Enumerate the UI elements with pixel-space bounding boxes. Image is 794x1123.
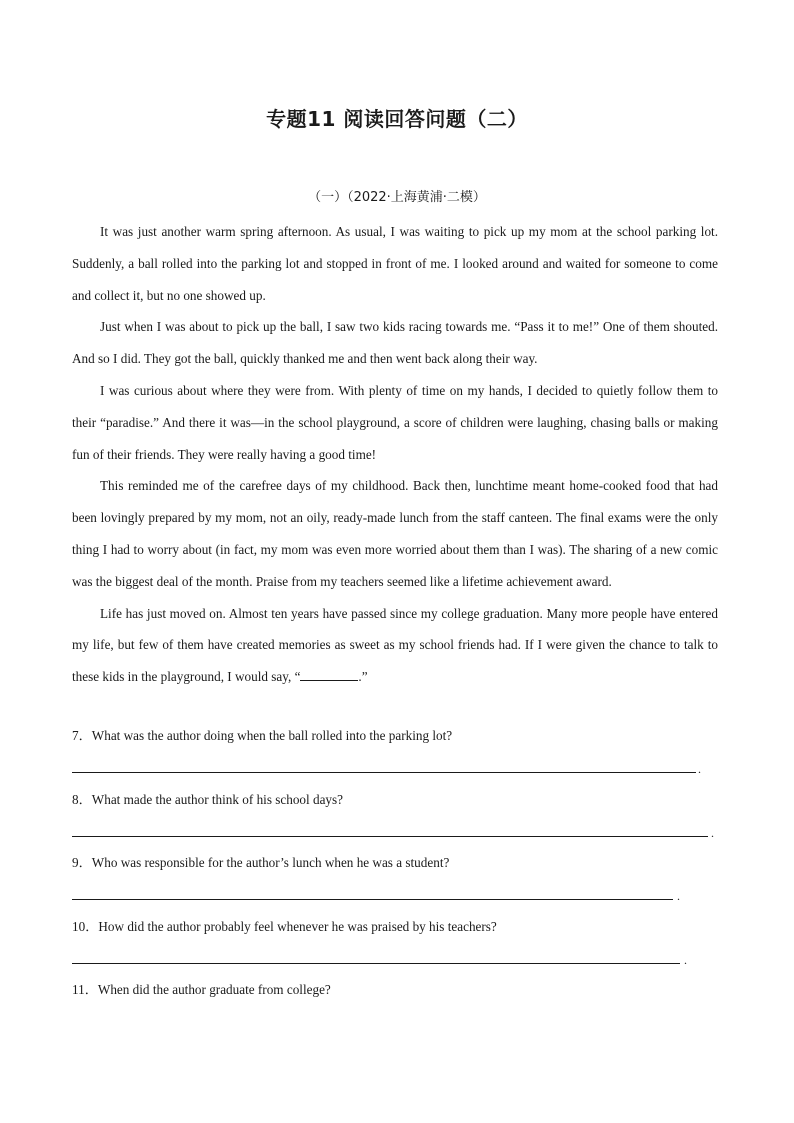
reading-passage	[72, 216, 718, 693]
passage-paragraph: I was curious about where they were from. With plenty of time on my hands, I decided to quietly follow them to their “paradise.” And there it was—in the school playground, a score of children were laughing, chasing balls or making fun of their friends. They were really having a good time!	[72, 382, 718, 462]
passage-paragraph: It was just another warm spring afternoon. As usual, I was waiting to pick up my mom at the school parking lot. Suddenly, a ball rolled into the parking lot and stopped in front of me. I looked around and waited for someone to come and collect it, but no one showed up.	[72, 224, 718, 303]
question-prompt: What was the author doing when the ball rolled into the parking lot?	[91, 728, 453, 743]
question-number: 8．	[72, 791, 92, 807]
question-text	[72, 913, 732, 941]
answer-line[interactable]	[72, 836, 708, 837]
answer-end-mark: .	[684, 952, 687, 967]
question-number: 10．	[72, 918, 99, 934]
passage-paragraph: Just when I was about to pick up the ball, I saw two kids racing towards me. “Pass it to me!” One of them shouted. And so I did. They got the ball, quickly thanked me and then went back along their way.	[72, 319, 718, 367]
question-item	[72, 786, 732, 850]
question-number: 9．	[72, 855, 92, 870]
question-item	[72, 976, 732, 1040]
question-list	[72, 722, 732, 1040]
question-item	[72, 913, 732, 977]
answer-line[interactable]	[72, 899, 673, 900]
question-prompt: What made the author think of his school days?	[91, 791, 344, 807]
question-text	[72, 976, 732, 1004]
answer-end-mark: .	[698, 762, 701, 776]
question-prompt: Who was responsible for the author’s lunch when he was a student?	[91, 855, 450, 870]
question-number: 11．	[72, 982, 98, 997]
question-number: 7．	[72, 728, 92, 743]
question-item	[72, 849, 732, 913]
page-title: 专题11 阅读回答问题（二）	[266, 107, 528, 131]
fill-in-blank[interactable]	[300, 668, 358, 681]
question-text	[72, 849, 732, 877]
paragraph-text: Life has just moved on. Almost ten years have passed since my college graduation. Many more people have entered my life, but few of them have created memories as sweet as my school friends had. If I were given the chance to talk to these kids in the playground, I would say, “	[72, 605, 718, 685]
question-prompt: When did the author graduate from college?	[97, 982, 331, 997]
question-text	[72, 786, 732, 814]
answer-line[interactable]	[72, 772, 696, 773]
answer-end-mark: .	[711, 825, 714, 840]
question-item	[72, 722, 732, 786]
passage-paragraph: This reminded me of the carefree days of my childhood. Back then, lunchtime meant home-cooked food that had been lovingly prepared by my mom, not an oily, ready-made lunch from the staff canteen. The final exams were the only thing I had to worry about (in fact, my mom was even more worried about them than I was). The sharing of a new comic was the biggest deal of the month. Praise from my teachers seemed like a lifetime achievement award.	[72, 478, 718, 589]
question-prompt: How did the author probably feel whenever he was praised by his teachers?	[98, 918, 497, 934]
answer-line[interactable]	[72, 963, 680, 964]
passage-paragraph	[72, 598, 718, 693]
answer-end-mark: .	[677, 889, 680, 903]
question-text	[72, 722, 732, 750]
passage-source: （一）（2022·上海黄浦·二模）	[308, 190, 486, 205]
paragraph-text-end: .”	[358, 669, 368, 685]
